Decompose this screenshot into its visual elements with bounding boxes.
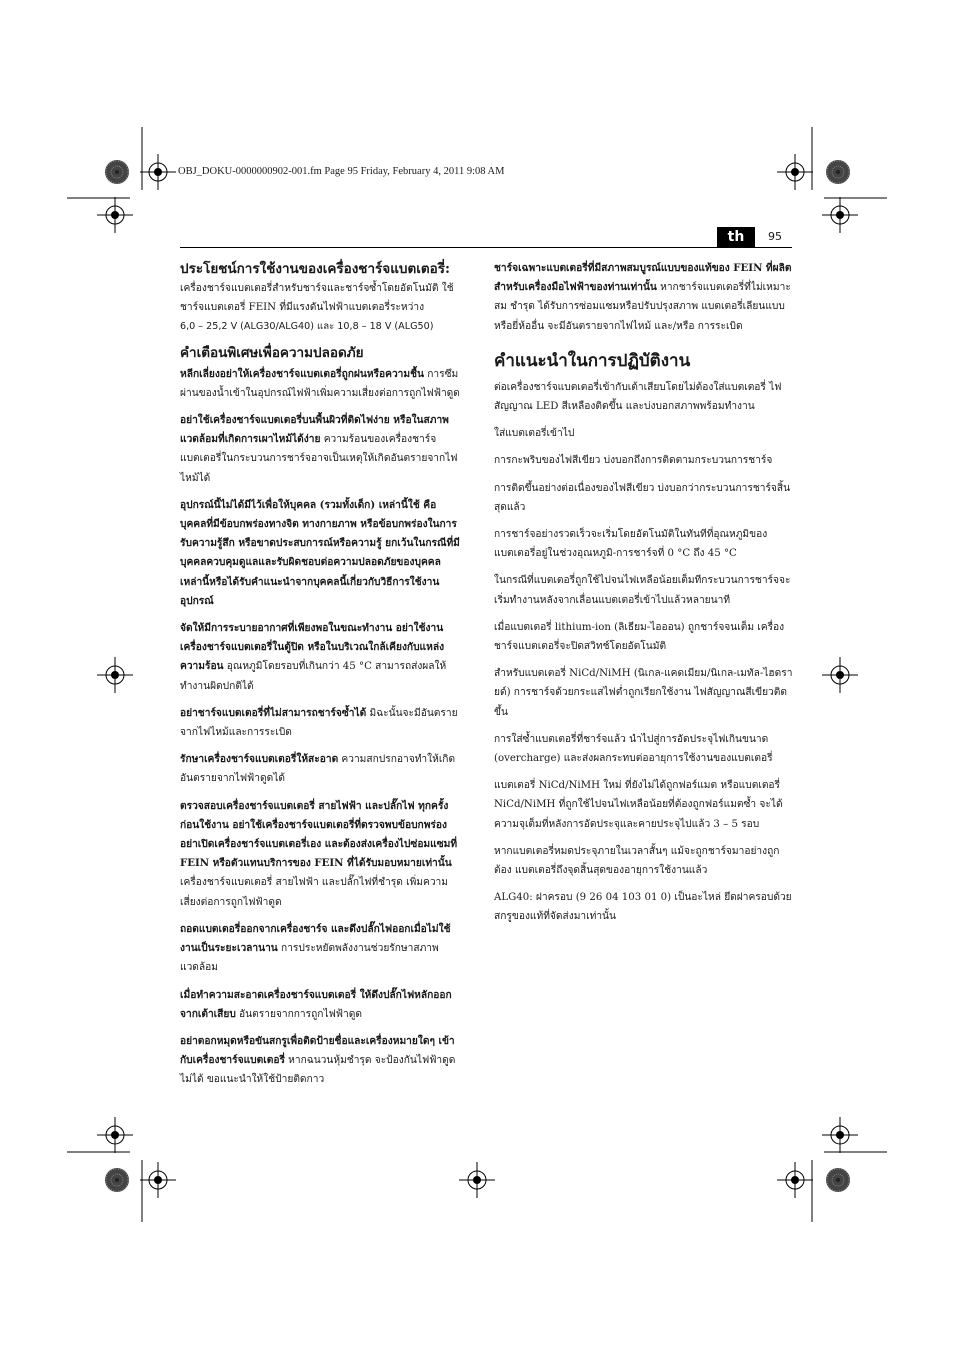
warning-4-text: อุณหภูมิโดยรอบที่เกินกว่า 45 °C สามารถส่งผลให้ทำงานผิดปกติได้ (180, 661, 447, 692)
page-number: 95 (768, 230, 782, 243)
instruction-1: ต่อเครื่องชาร์จแบตเตอรี่เข้ากับเต้าเสียบโดยไม่ต้องใส่แบตเตอรี่ ไฟสัญญาณ LED สีเหลืองติดขึ้น และบ่งบอกสภาพพร้อมทำงาน (494, 381, 782, 413)
warning-8 (180, 920, 462, 978)
header-rule (180, 247, 792, 248)
instruction-7: เมื่อแบตเตอรี่ lithium-ion (ลิเธียม-ไอออน) ถูกชาร์จจนเต็ม เครื่องชาร์จแบตเตอรี่จะปิดสวิทช์โดยอัตโนมัติ (494, 621, 785, 653)
warning-3 (180, 496, 462, 611)
operating-instructions-title: คำแนะนำในการปฏิบัติงาน (494, 350, 691, 371)
instruction-11: หากแบตเตอรี่หมดประจุภายในเวลาสั้นๆ แม้จะถูกชาร์จมาอย่างถูกต้อง แบตเตอรี่ถึงจุดสิ้นสุดของอายุการใช้งานแล้ว (494, 845, 780, 877)
warning-6-bold: รักษาเครื่องชาร์จแบตเตอรี่ให้สะอาด (180, 753, 339, 766)
warning-5-text: มิฉะนั้นจะมีอันตรายจากไฟไหม้และการระเบิด (180, 707, 458, 739)
warning-6 (180, 750, 462, 788)
warning-7-bold: ตรวจสอบเครื่องชาร์จแบตเตอรี่ สายไฟฟ้า และปลั๊กไฟ ทุกครั้งก่อนใช้งาน อย่าใช้เครื่องชาร์จแบตเตอรี่ที่ตรวจพบข้อบกพร่อง อย่าเปิดเครื่องชาร์จแบตเตอรี่เอง และต้องส่งเครื่องไปซ่อมแซมที่ FEIN หรือตัวแทนบริการของ FEIN ที่ได้รับมอบหมายเท่านั้น (180, 799, 458, 870)
warning-9 (180, 986, 462, 1024)
instruction-9: การใส่ซ้ำแบตเตอรี่ที่ชาร์จแล้ว นำไปสู่การอัดประจุไฟเกินขนาด (overcharge) และส่งผลกระทบต่ออายุการใช้งานของแบตเตอรี่ (494, 733, 773, 765)
warning-2-text: ความร้อนของเครื่องชาร์จแบตเตอรี่ในกระบวนการชาร์จอาจเป็นเหตุให้เกิดอันตรายจากไฟไหม้ได้ (180, 434, 458, 484)
left-column (180, 259, 462, 1098)
intro-paragraph (180, 279, 462, 337)
warning-2-bold: อย่าใช้เครื่องชาร์จแบตเตอรี่บนพื้นผิวที่ติดไฟง่าย หรือในสภาพแวดล้อมที่เกิดการเผาไหม้ได้ง่าย (180, 414, 449, 446)
battery-warning-bold: ชาร์จเฉพาะแบตเตอรี่ที่มีสภาพสมบูรณ์แบบของแท้ของ FEIN ที่ผลิตสำหรับเครื่องมือไฟฟ้าของท่านเท่านั้น (494, 262, 792, 294)
safety-title: คำเตือนพิเศษเพื่อความปลอดภัย (180, 344, 364, 361)
instruction-3: การกะพริบของไฟสีเขียว บ่งบอกถึงการติดตามกระบวนการชาร์จ (494, 455, 773, 467)
warning-6-text: ความสกปรกอาจทำให้เกิดอันตรายจากไฟฟ้าดูดได้ (180, 754, 456, 785)
battery-warning (494, 259, 794, 336)
battery-warning-text: หากชาร์จแบตเตอรี่ที่ไม่เหมาะสม ชำรุด ได้รับการซ่อมแซมหรือปรับปรุงสภาพ แบตเตอรี่เลียนแบบ หรือยี่ห้ออื่น จะมีอันตรายจากไฟไหม้ และ/หรือ การระเบิด (494, 282, 791, 332)
warning-8-bold: ถอดแบตเตอรี่ออกจากเครื่องชาร์จ และดึงปลั๊กไฟออกเมื่อไม่ใช้งานเป็นระยะเวลานาน (180, 922, 451, 955)
warning-7 (180, 797, 462, 912)
language-badge: th (717, 227, 755, 247)
warning-5 (180, 704, 462, 742)
instruction-10: แบตเตอรี่ NiCd/NiMH ใหม่ ที่ยังไม่ได้ถูกฟอร์แมต หรือแบตเตอรี่ NiCd/NiMH ที่ถูกใช้ไปจนไฟเหลือน้อยที่ต้องถูกฟอร์แมตซ้ำ จะได้ความจุเต็มที่หลังการอัดประจุและคายประจุไปแล้ว 3 – 5 รอบ (494, 780, 783, 830)
warning-9-text: อันตรายจากการถูกไฟฟ้าดูด (235, 1008, 362, 1020)
warning-5-bold: อย่าชาร์จแบตเตอรี่ที่ไม่สามารถชาร์จซ้ำได้ (180, 706, 367, 719)
instruction-12: ALG40: ฝาครอบ (9 26 04 103 01 0) เป็นอะไหล่ ยึดฝาครอบด้วยสกรูของแท้ที่จัดส่งมาเท่านั้น (494, 892, 792, 923)
warning-10-text: หากฉนวนหุ้มชำรุด จะป้องกันไฟฟ้าดูดไม่ได้ ขอแนะนำให้ใช้ป้ายติดกาว (180, 1055, 456, 1086)
warning-10 (180, 1032, 462, 1090)
warning-1-bold: หลีกเลี่ยงอย่าให้เครื่องชาร์จแบตเตอรี่ถูกฝนหรือความชื้น (180, 367, 424, 380)
voltage-range: 6,0 – 25,2 V (ALG30/ALG40) และ 10,8 – 18 V (ALG50) (180, 321, 434, 333)
warning-9-bold: เมื่อทำความสะอาดเครื่องชาร์จแบตเตอรี่ ให้ดึงปลั๊กไฟหลักออกจากเต้าเสียบ (180, 988, 452, 1020)
file-info-line: OBJ_DOKU-0000000902-001.fm Page 95 Friday, February 4, 2011 9:08 AM (178, 166, 505, 177)
warning-1 (180, 365, 462, 403)
right-column (494, 259, 794, 935)
instruction-2: ใส่แบตเตอรี่เข้าไป (494, 428, 575, 440)
warning-1-text: การซึมผ่านของน้ำเข้าในอุปกรณ์ไฟฟ้าเพิ่มความเสี่ยงต่อการถูกไฟฟ้าดูด (180, 368, 460, 399)
warning-2 (180, 411, 462, 488)
usage-title: ประโยชน์การใช้งานของเครื่องชาร์จแบตเตอรี่: (180, 261, 450, 277)
warning-8-text: การประหยัดพลังงานช่วยรักษาสภาพแวดล้อม (180, 943, 439, 974)
intro-text: เครื่องชาร์จแบตเตอรี่สำหรับชาร์จและชาร์จซ้ำโดยอัตโนมัติ ใช้ชาร์จแบตเตอรี่ FEIN ที่มีแรงดันไฟฟ้าแบตเตอรี่ระหว่าง (180, 283, 454, 314)
warning-4-bold: จัดให้มีการระบายอากาศที่เพียงพอในขณะทำงาน อย่าใช้งานเครื่องชาร์จแบตเตอรี่ในตู้ปิด หรือในบริเวณใกล้เคียงกับแหล่งความร้อน (180, 622, 445, 673)
instruction-5: การชาร์จอย่างรวดเร็วจะเริ่มโดยอัตโนมัติในทันทีที่อุณหภูมิของแบตเตอรี่อยู่ในช่วงอุณหภูมิ-การชาร์จที่ 0 °C ถึง 45 °C (494, 529, 768, 560)
instruction-4: การติดขึ้นอย่างต่อเนื่องของไฟสีเขียว บ่งบอกว่ากระบวนการชาร์จสิ้นสุดแล้ว (494, 482, 791, 513)
warning-7-text: เครื่องชาร์จแบตเตอรี่ สายไฟฟ้า และปลั๊กไฟที่ชำรุด เพิ่มความเสี่ยงต่อการถูกไฟฟ้าดูด (180, 877, 448, 908)
instruction-8: สำหรับแบตเตอรี่ NiCd/NiMH (นิเกล-แคดเมียม/นิเกล-เมทัล-ไฮดรายด์) การชาร์จด้วยกระแสไฟต่ำถูกเรียกใช้งาน ไฟสัญญาณสีเขียวติดขึ้น (494, 668, 793, 718)
warning-4 (180, 619, 462, 696)
warning-3-bold: อุปกรณ์นี้ไม่ได้มีไว้เพื่อให้บุคคล (รวมทั้งเด็ก) เหล่านี้ใช้ คือ บุคคลที่มีข้อบกพร่องทางจิต ทางกายภาพ หรือข้อบกพร่องในการรับความรู้สึก หรือขาดประสบการณ์หรือความรู้ ยกเว้นในกรณีที่มีบุคคลควบคุมดูแลและรับผิดชอบต่อความปลอดภัยของบุคคลเหล่านี้หรือได้รับคำแนะนำจากบุคคลนี้เกี่ยวกับวิธีการใช้งานอุปกรณ์ (180, 498, 460, 607)
warning-10-bold: อย่าตอกหมุดหรือขันสกรูเพื่อติดป้ายชื่อและเครื่องหมายใดๆ เข้ากับเครื่องชาร์จแบตเตอรี่ (180, 1034, 455, 1067)
instruction-6: ในกรณีที่แบตเตอรี่ถูกใช้ไปจนไฟเหลือน้อยเต็มทีกระบวนการชาร์จจะเริ่มทำงานหลังจากเลื่อนแบตเตอรี่เข้าไปแล้วหลายนาที (494, 575, 791, 606)
